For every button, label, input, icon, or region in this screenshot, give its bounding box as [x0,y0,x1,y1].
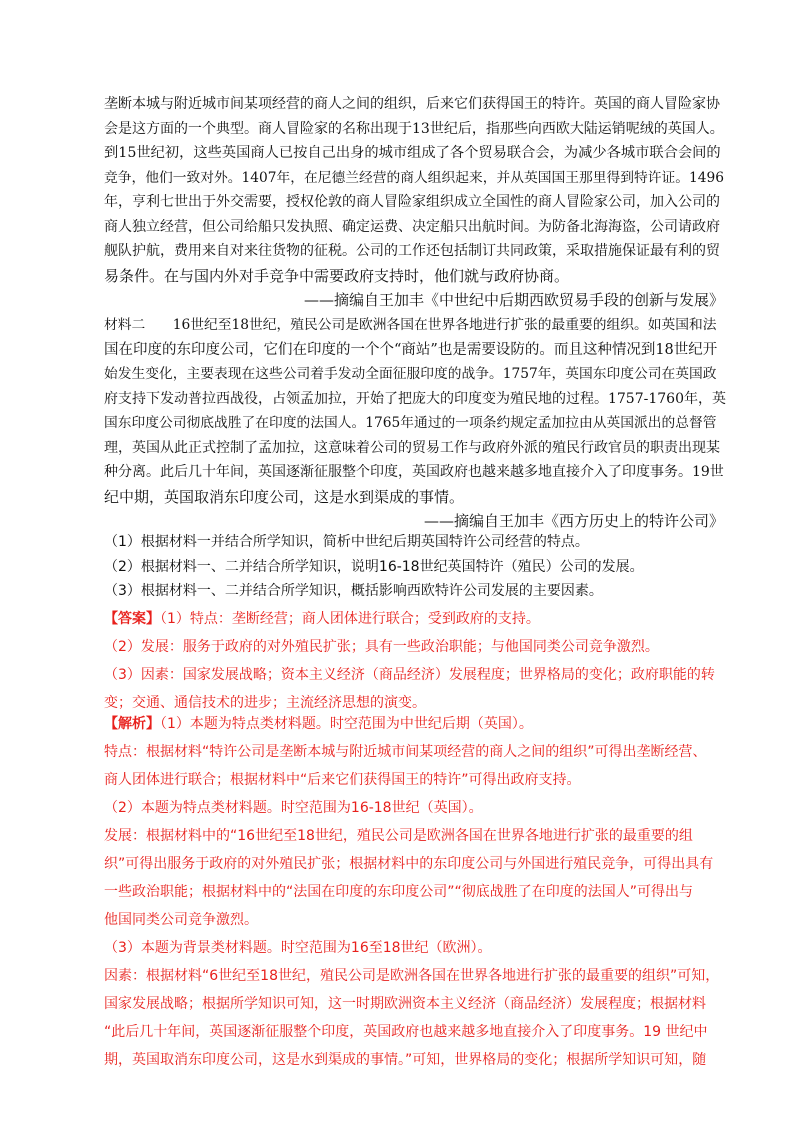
material-one [104,92,724,313]
material-two-line: 材料二 16世纪至18世纪，殖民公司是欧洲各国在世界各地进行扩张的最重要的组织。如英国和法 [104,317,717,333]
analysis-line: （3）本题为背景类材料题。时空范围为16至18世纪（欧洲）。 [104,940,492,956]
material-two [104,313,724,534]
answer-section [104,605,724,717]
analysis-line: （2）本题为特点类材料题。时空范围为16-18世纪（英国）。 [104,800,483,816]
questions [104,530,724,604]
analysis-tag: 【解析】 [104,716,160,732]
analysis-line: 国家发展战略；根据所学知识可知，这一时期欧洲资本主义经济（商品经济）发展程度；根据材料 [104,996,706,1012]
analysis-line: 织”可得出服务于政府的对外殖民扩张；根据材料中的东印度公司与外国进行殖民竞争，可得出具有 [104,856,714,872]
answer-line-first [104,605,724,633]
material-one-line: 舰队护航，费用来自对来往货物的征税。公司的工作还包括制订共同政策，采取措施保证最有利的贸 [104,243,720,259]
material-two-line: 始发生变化，主要表现在这些公司着手发动全面征服印度的战争。1757年，英国东印度公司在英国政 [104,366,717,382]
answer-tag: 【答案】 [104,611,160,627]
material-two-line: 种分离。此后几十年间，英国逐渐征服整个印度，英国政府也越来越多地直接介入了印度事务。19世 [104,464,724,480]
analysis-first-text: （1）本题为特点类材料题。时空范围为中世纪后期（英国）。 [160,716,533,732]
material-two-line: 纪中期，英国取消东印度公司，这是水到渠成的事情。 [104,487,465,506]
analysis-line: 特点：根据材料“特许公司是垄断本城与附近城市间某项经营的商人之间的组织”可得出垄断经营、 [104,744,707,760]
material-one-line: 竞争，他们一致对外。1407年，在尼德兰经营的商人组织起来，并从英国国王那里得到特许证。1496 [104,169,724,186]
question-item: （2）根据材料一、二并结合所学知识，说明16-18世纪英国特许（殖民）公司的发展。 [104,558,644,575]
analysis-line: 一些政治职能；根据材料中的“法国在印度的东印度公司”“彻底战胜了在印度的法国人”可得出与 [104,884,694,900]
material-two-line: 府支持下发动普拉西战役，占领孟加拉，开始了把庞大的印度变为殖民地的过程。1757-1760年，英 [104,390,726,407]
material-two-source: ——摘编自王加丰《西方历史上的特许公司》 [423,512,724,530]
material-one-line: 易条件。在与国内外对手竞争中需要政府支持时，他们就与政府协商。 [104,266,570,285]
analysis-line: “此后几十年间，英国逐渐征服整个印度，英国政府也越来越多地直接介入了印度事务。19 世纪中 [104,1024,708,1040]
material-two-line: 国在印度的东印度公司，它们在印度的一个个“商站”也是需要设防的。而且这种情况到18世纪开 [104,341,718,358]
analysis-line: 期，英国取消东印度公司，这是水到渠成的事情。”可知，世界格局的变化；根据所学知识可知，随 [104,1052,707,1068]
analysis-line-first [104,710,724,738]
analysis-line: 因素：根据材料“6世纪至18世纪，殖民公司是欧洲各国在世界各地进行扩张的最重要的组织”可知， [104,968,720,984]
analysis-line: 商人团体进行联合；根据材料中“后来它们获得国王的特许”可得出政府支持。 [104,772,581,788]
answer-line: 变；交通、通信技术的进步；主流经济思想的演变。 [104,695,426,711]
material-two-line: 国东印度公司彻底战胜了在印度的法国人。1765年通过的一项条约规定孟加拉由从英国派出的总督管 [104,415,717,431]
material-one-line: 到15世纪初，这些英国商人已按自己出身的城市组成了各个贸易联合会，为减少各城市联合会间的 [104,145,721,161]
material-one-line: 垄断本城与附近城市间某项经营的商人之间的组织，后来它们获得国王的特许。英国的商人冒险家协 [104,96,720,112]
answer-line: （3）因素：国家发展战略；资本主义经济（商品经济）发展程度；世界格局的变化；政府职能的转 [104,667,715,683]
analysis-line: 他国同类公司竞争激烈。 [104,912,258,928]
answer-first-text: （1）特点：垄断经营；商人团体进行联合；受到政府的支持。 [160,611,540,627]
question-item: （3）根据材料一、二并结合所学知识，概括影响西欧特许公司发展的主要因素。 [104,583,603,599]
analysis-section [104,710,724,1074]
question-item: （1）根据材料一并结合所学知识，简析中世纪后期英国特许公司经营的特点。 [104,534,589,550]
material-one-source: ——摘编自王加丰《中世纪中后期西欧贸易手段的创新与发展》 [303,291,724,309]
analysis-line: 发展：根据材料中的“16世纪至18世纪，殖民公司是欧洲各国在世界各地进行扩张的最重要的组 [104,828,693,844]
material-one-line: 会是这方面的一个典型。商人冒险家的名称出现于13世纪后，指那些向西欧大陆运销呢绒的英国人。 [104,120,724,137]
answer-line: （2）发展：服务于政府的对外殖民扩张；具有一些政治职能；与他国同类公司竞争激烈。 [104,639,659,655]
material-two-line: 理，英国从此正式控制了孟加拉，这意味着公司的贸易工作与政府外派的殖民行政官员的职责出现某 [104,439,720,456]
material-one-line: 年，亨利七世出于外交需要，授权伦敦的商人冒险家组织成立全国性的商人冒险家公司，加入公司的 [104,194,720,210]
material-one-line: 商人独立经营，但公司给船只发执照、确定运费、决定船只出航时间。为防备北海海盗，公司请政府 [104,218,720,235]
